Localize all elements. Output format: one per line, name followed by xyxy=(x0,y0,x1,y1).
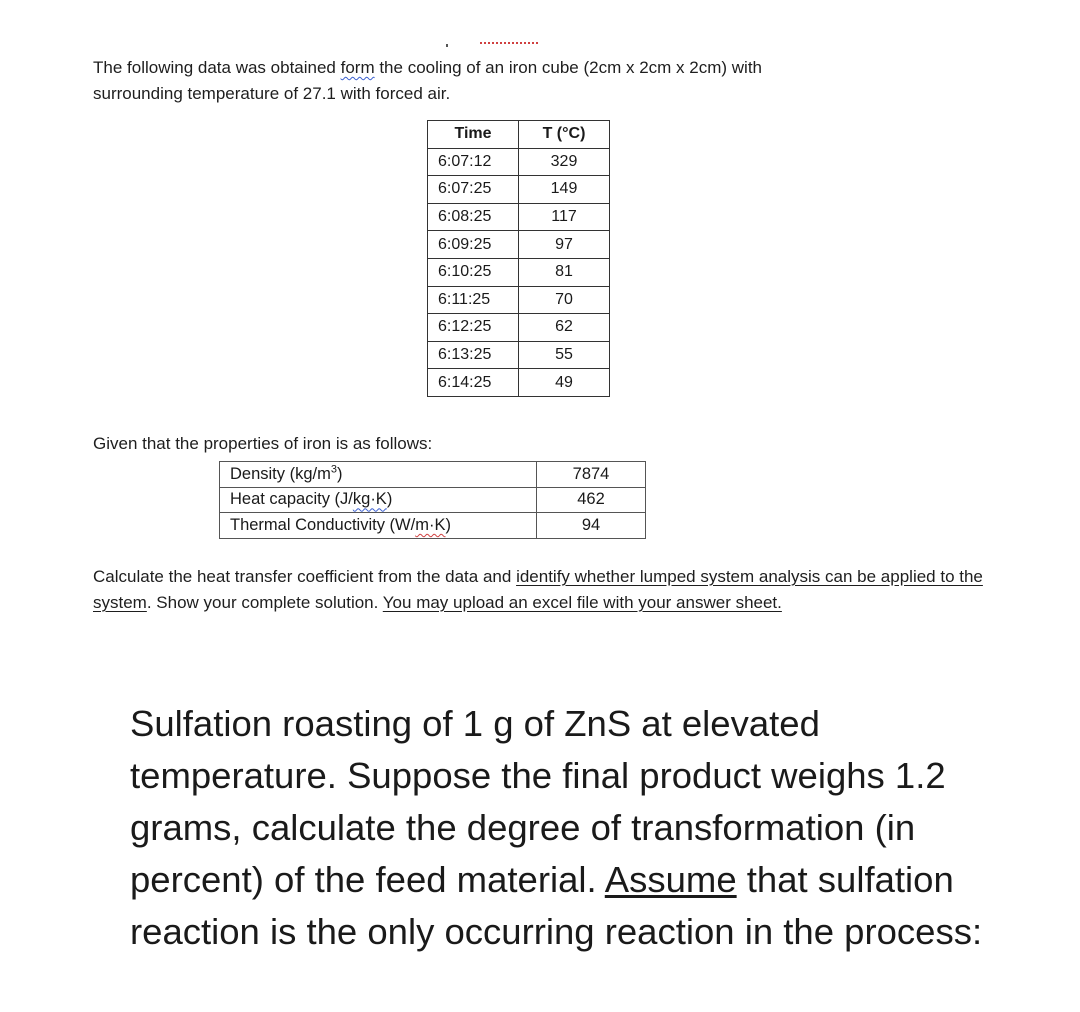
table-row xyxy=(220,513,646,539)
intro-text-part1: The following data was obtained xyxy=(93,58,341,77)
temp-cell: 329 xyxy=(519,148,610,176)
time-cell: 6:10:25 xyxy=(428,258,519,286)
temp-cell: 117 xyxy=(519,203,610,231)
time-cell: 6:07:12 xyxy=(428,148,519,176)
time-cell: 6:07:25 xyxy=(428,176,519,204)
intro-typo-word: form xyxy=(340,58,375,77)
density-value: 7874 xyxy=(537,462,646,488)
question-text-2: . Show your complete solution. xyxy=(146,593,383,612)
problem-text-2: that sulfation reaction is the only occurring reaction in the process: xyxy=(130,859,983,952)
cond-label-unit: m·K xyxy=(415,515,446,534)
table-row xyxy=(428,203,610,231)
temp-cell: 49 xyxy=(519,369,610,397)
question-underlined-1: identify whether lumped system analysis can be applied to the system xyxy=(93,567,983,612)
table-row xyxy=(428,176,610,204)
table-row xyxy=(220,487,646,513)
table-row xyxy=(428,341,610,369)
time-cell: 6:11:25 xyxy=(428,286,519,314)
temp-cell: 70 xyxy=(519,286,610,314)
cooling-data-table xyxy=(427,120,610,397)
thermal-conductivity-label xyxy=(220,513,537,539)
temperature-header: T (°C) xyxy=(519,121,610,149)
time-cell: 6:09:25 xyxy=(428,231,519,259)
time-header: Time xyxy=(428,121,519,149)
table-row xyxy=(428,314,610,342)
heat-capacity-value: 462 xyxy=(537,487,646,513)
temp-cell: 149 xyxy=(519,176,610,204)
table-header-row xyxy=(428,121,610,149)
heat-label-unit: kg·K xyxy=(352,490,387,509)
problem-text-1: Sulfation roasting of 1 g of ZnS at elevated temperature. Suppose the final product weighs 1.2 grams, calculate the degree of transformation (in percent) of the feed material. xyxy=(130,703,946,900)
cond-label-text: Thermal Conductivity (W/ xyxy=(230,515,416,534)
intro-text-part2: the cooling of an iron cube (2cm x 2cm x 2cm) with xyxy=(374,58,762,77)
sulfation-problem xyxy=(130,698,1030,958)
spelling-mark xyxy=(480,42,538,44)
table-row xyxy=(428,369,610,397)
problem-underlined-assume: Assume xyxy=(604,859,737,900)
table-row xyxy=(428,286,610,314)
time-cell: 6:08:25 xyxy=(428,203,519,231)
temp-cell: 55 xyxy=(519,341,610,369)
iron-properties-table xyxy=(219,461,646,539)
heat-label-text: Heat capacity (J/ xyxy=(230,490,353,509)
temp-cell: 81 xyxy=(519,258,610,286)
temp-cell: 62 xyxy=(519,314,610,342)
time-cell: 6:13:25 xyxy=(428,341,519,369)
table-row xyxy=(428,258,610,286)
table-row xyxy=(428,148,610,176)
table-row xyxy=(428,231,610,259)
stray-mark xyxy=(446,44,448,47)
heat-label-close: ) xyxy=(386,490,393,509)
heat-capacity-label xyxy=(220,487,537,513)
temp-cell: 97 xyxy=(519,231,610,259)
density-label xyxy=(220,462,537,488)
time-cell: 6:12:25 xyxy=(428,314,519,342)
thermal-conductivity-value: 94 xyxy=(537,513,646,539)
cond-label-close: ) xyxy=(445,515,451,534)
intro-text-line2: surrounding temperature of 27.1 with forced air. xyxy=(93,84,451,103)
table-row xyxy=(220,462,646,488)
density-label-text: Density (kg/m xyxy=(230,464,331,483)
properties-intro: Given that the properties of iron is as follows: xyxy=(93,434,433,453)
question-paragraph xyxy=(93,564,993,616)
density-label-exponent: 3 xyxy=(330,463,337,476)
intro-paragraph xyxy=(93,55,993,107)
density-label-close: ) xyxy=(336,464,343,483)
question-text-1: Calculate the heat transfer coefficient from the data and xyxy=(93,567,517,586)
time-cell: 6:14:25 xyxy=(428,369,519,397)
question-underlined-2: You may upload an excel file with your answer sheet. xyxy=(382,593,782,612)
